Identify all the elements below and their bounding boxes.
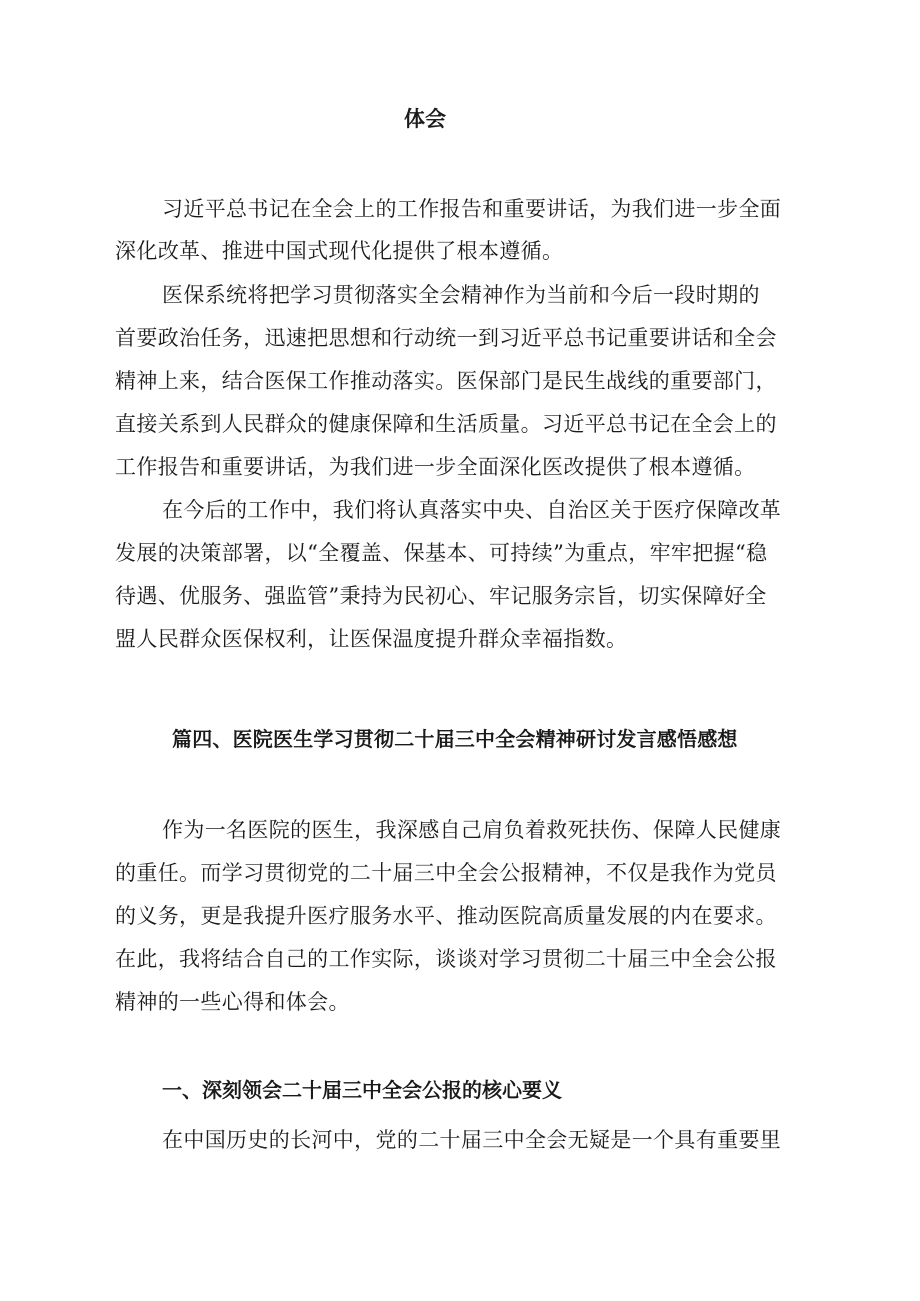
- paragraph-4-line-3: 的义务，更是我提升医疗服务水平、推动医院高质量发展的内在要求。: [115, 904, 777, 928]
- paragraph-4-line-4: 在此，我将结合自己的工作实际，谈谈对学习贯彻二十届三中全会公报: [115, 947, 777, 971]
- section-title: 篇四、医院医生学习贯彻二十届三中全会精神研讨发言感悟感想: [172, 727, 738, 751]
- paragraph-2-line-2: 首要政治任务，迅速把思想和行动统一到习近平总书记重要讲话和全会: [115, 326, 777, 350]
- page-heading: 体会: [404, 107, 446, 131]
- paragraph-2-line-5: 工作报告和重要讲话，为我们进一步全面深化医改提供了根本遵循。: [115, 455, 756, 479]
- paragraph-5-line-1: 在中国历史的长河中，党的二十届三中全会无疑是一个具有重要里: [162, 1128, 782, 1152]
- paragraph-3-line-3: 待遇、优服务、强监管”秉持为民初心、牢记服务宗旨，切实保障好全: [115, 584, 767, 608]
- paragraph-1-line-2: 深化改革、推进中国式现代化提供了根本遵循。: [115, 239, 564, 263]
- sub-title: 一、深刻领会二十届三中全会公报的核心要义: [162, 1078, 562, 1102]
- paragraph-3-line-4: 盟人民群众医保权利，让医保温度提升群众幸福指数。: [115, 627, 628, 651]
- paragraph-4-line-2: 的重任。而学习贯彻党的二十届三中全会公报精神，不仅是我作为党员: [115, 861, 777, 885]
- paragraph-1-line-1: 习近平总书记在全会上的工作报告和重要讲话，为我们进一步全面: [162, 197, 782, 221]
- paragraph-4-line-1: 作为一名医院的医生，我深感自己肩负着救死扶伤、保障人民健康: [162, 818, 782, 842]
- paragraph-3-line-1: 在今后的工作中，我们将认真落实中央、自治区关于医疗保障改革: [162, 498, 782, 522]
- paragraph-2-line-1: 医保系统将把学习贯彻落实全会精神作为当前和今后一段时期的: [162, 283, 760, 307]
- paragraph-2-line-3: 精神上来，结合医保工作推动落实。医保部门是民生战线的重要部门，: [115, 369, 777, 393]
- paragraph-4-line-5: 精神的一些心得和体会。: [115, 990, 350, 1014]
- paragraph-3-line-2: 发展的决策部署，以“全覆盖、保基本、可持续”为重点，牢牢把握“稳: [115, 541, 768, 565]
- paragraph-2-line-4: 直接关系到人民群众的健康保障和生活质量。习近平总书记在全会上的: [115, 412, 777, 436]
